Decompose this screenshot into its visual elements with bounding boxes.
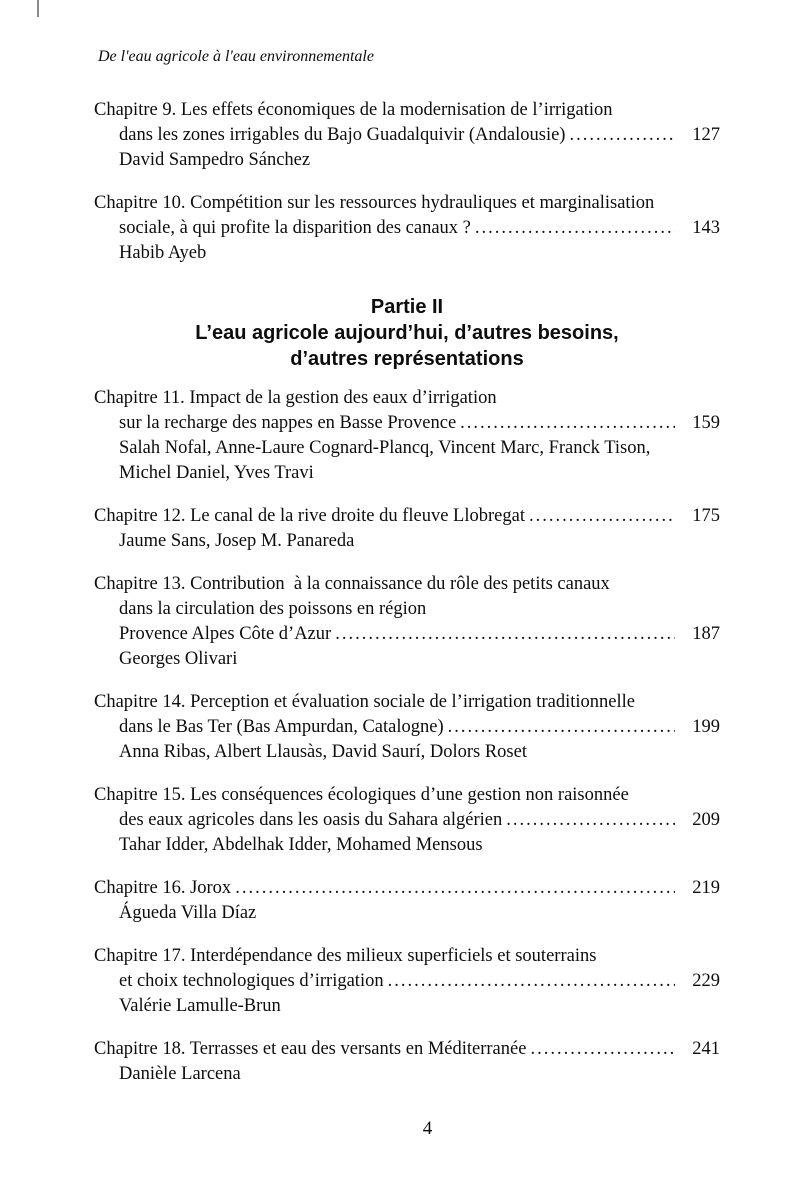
toc-entry-title-text: Provence Alpes Côte d’Azur: [119, 624, 332, 644]
part-heading-line: d’autres représentations: [290, 348, 524, 370]
toc-entry-title-line: [94, 1037, 720, 1062]
toc-entry: [94, 1037, 720, 1087]
toc-entry-title-line: [94, 504, 720, 529]
toc-entry-page-number: 209: [692, 810, 720, 830]
dot-leader: [475, 216, 675, 241]
toc-entry-authors-line: Georges Olivari: [119, 649, 238, 669]
toc-entry-title-line: [94, 123, 720, 148]
toc-entry-title-text: sociale, à qui profite la disparition des canaux ?: [119, 218, 471, 238]
toc-entry: [94, 504, 720, 554]
scan-artifact-line: [37, 0, 39, 17]
toc-entry-title-line: [94, 969, 720, 994]
toc-entry: [94, 783, 720, 858]
toc-entry-page-number: 143: [692, 218, 720, 238]
toc-entry-page-number: 127: [692, 125, 720, 145]
toc-entry-title-line: [94, 98, 720, 123]
toc-entry-authors-line: Tahar Idder, Abdelhak Idder, Mohamed Mensous: [119, 835, 483, 855]
toc-entry-authors-line: Jaume Sans, Josep M. Panareda: [119, 531, 355, 551]
toc-entry-title-line: [94, 944, 720, 969]
folio-page-number: 4: [422, 1118, 433, 1139]
toc-entry-title-text: Chapitre 18. Terrasses et eau des versants en Méditerranée: [94, 1039, 527, 1059]
toc-entry-title-line: [94, 808, 720, 833]
toc-entry-page-number: 229: [692, 971, 720, 991]
toc-entry-title-line: [94, 622, 720, 647]
table-of-contents: [94, 98, 720, 1105]
toc-entry: [94, 690, 720, 765]
toc-entry: [94, 876, 720, 926]
toc-entry-title-text: Chapitre 17. Interdépendance des milieux superficiels et souterrains: [94, 946, 597, 966]
toc-entry-page-number: 199: [692, 717, 720, 737]
toc-entry-authors-line: Águeda Villa Díaz: [119, 903, 257, 923]
part-heading-line: Partie II: [370, 296, 444, 318]
toc-entry-title-line: [94, 572, 720, 597]
toc-entry-page-number: 219: [692, 878, 720, 898]
dot-leader: [529, 504, 675, 529]
toc-entry-title-line: [94, 597, 720, 622]
dot-leader: [530, 1037, 675, 1062]
toc-entry-authors-line: Salah Nofal, Anne-Laure Cognard-Plancq, Vincent Marc, Franck Tison,: [119, 438, 651, 458]
toc-entry-title-line: [94, 783, 720, 808]
toc-entry-title-line: [94, 386, 720, 411]
toc-entry: [94, 572, 720, 672]
toc-entry-authors-line: Anna Ribas, Albert Llausàs, David Saurí, Dolors Roset: [119, 742, 527, 762]
dot-leader: [335, 622, 675, 647]
toc-entry-title-line: [94, 876, 720, 901]
toc-entry-authors-line: Danièle Larcena: [119, 1064, 241, 1084]
toc-entry-title-text: Chapitre 15. Les conséquences écologiques d’une gestion non raisonnée: [94, 785, 629, 805]
toc-entry-title-line: [94, 216, 720, 241]
dot-leader: [448, 715, 675, 740]
toc-entry-title-text: Chapitre 11. Impact de la gestion des eaux d’irrigation: [94, 388, 497, 408]
toc-entry-title-text: et choix technologiques d’irrigation: [119, 971, 384, 991]
toc-entry-title-text: des eaux agricoles dans les oasis du Sahara algérien: [119, 810, 503, 830]
toc-entry-page-number: 241: [692, 1039, 720, 1059]
toc-entry-title-line: [94, 191, 720, 216]
toc-entry-title-text: Chapitre 9. Les effets économiques de la modernisation de l’irrigation: [94, 100, 613, 120]
toc-entry-authors-line: Habib Ayeb: [119, 243, 207, 263]
toc-entry-title-text: Chapitre 13. Contribution à la connaissance du rôle des petits canaux: [94, 574, 610, 594]
dot-leader: [506, 808, 675, 833]
toc-entry-page-number: 187: [692, 624, 720, 644]
toc-entry-title-line: [94, 690, 720, 715]
toc-entry-title-line: [94, 715, 720, 740]
toc-entry: [94, 98, 720, 173]
toc-entry-title-text: Chapitre 12. Le canal de la rive droite du fleuve Llobregat: [94, 506, 525, 526]
part-heading-line: L’eau agricole aujourd’hui, d’autres besoins,: [195, 322, 619, 344]
dot-leader: [569, 123, 675, 148]
toc-entry-title-text: Chapitre 16. Jorox: [94, 878, 232, 898]
toc-entry-authors-line: David Sampedro Sánchez: [119, 150, 311, 170]
toc-entry: [94, 386, 720, 486]
toc-entry-title-text: dans la circulation des poissons en région: [119, 599, 427, 619]
toc-entry-title-text: Chapitre 14. Perception et évaluation sociale de l’irrigation traditionnelle: [94, 692, 635, 712]
dot-leader: [460, 411, 675, 436]
toc-entry-authors-line: Michel Daniel, Yves Travi: [119, 463, 314, 483]
toc-entry-authors-line: Valérie Lamulle-Brun: [119, 996, 281, 1016]
toc-entry: [94, 191, 720, 266]
part-heading: [94, 294, 720, 372]
toc-entry-title-text: dans les zones irrigables du Bajo Guadalquivir (Andalousie): [119, 125, 566, 145]
running-header: De l'eau agricole à l'eau environnementale: [98, 48, 374, 65]
toc-entry-title-text: dans le Bas Ter (Bas Ampurdan, Catalogne): [119, 717, 444, 737]
toc-entry-page-number: 159: [692, 413, 720, 433]
toc-entry: [94, 944, 720, 1019]
toc-entry-title-text: Chapitre 10. Compétition sur les ressources hydrauliques et marginalisation: [94, 193, 655, 213]
dot-leader: [235, 876, 675, 901]
toc-entry-title-line: [94, 411, 720, 436]
toc-entry-page-number: 175: [692, 506, 720, 526]
dot-leader: [388, 969, 675, 994]
toc-entry-title-text: sur la recharge des nappes en Basse Provence: [119, 413, 457, 433]
